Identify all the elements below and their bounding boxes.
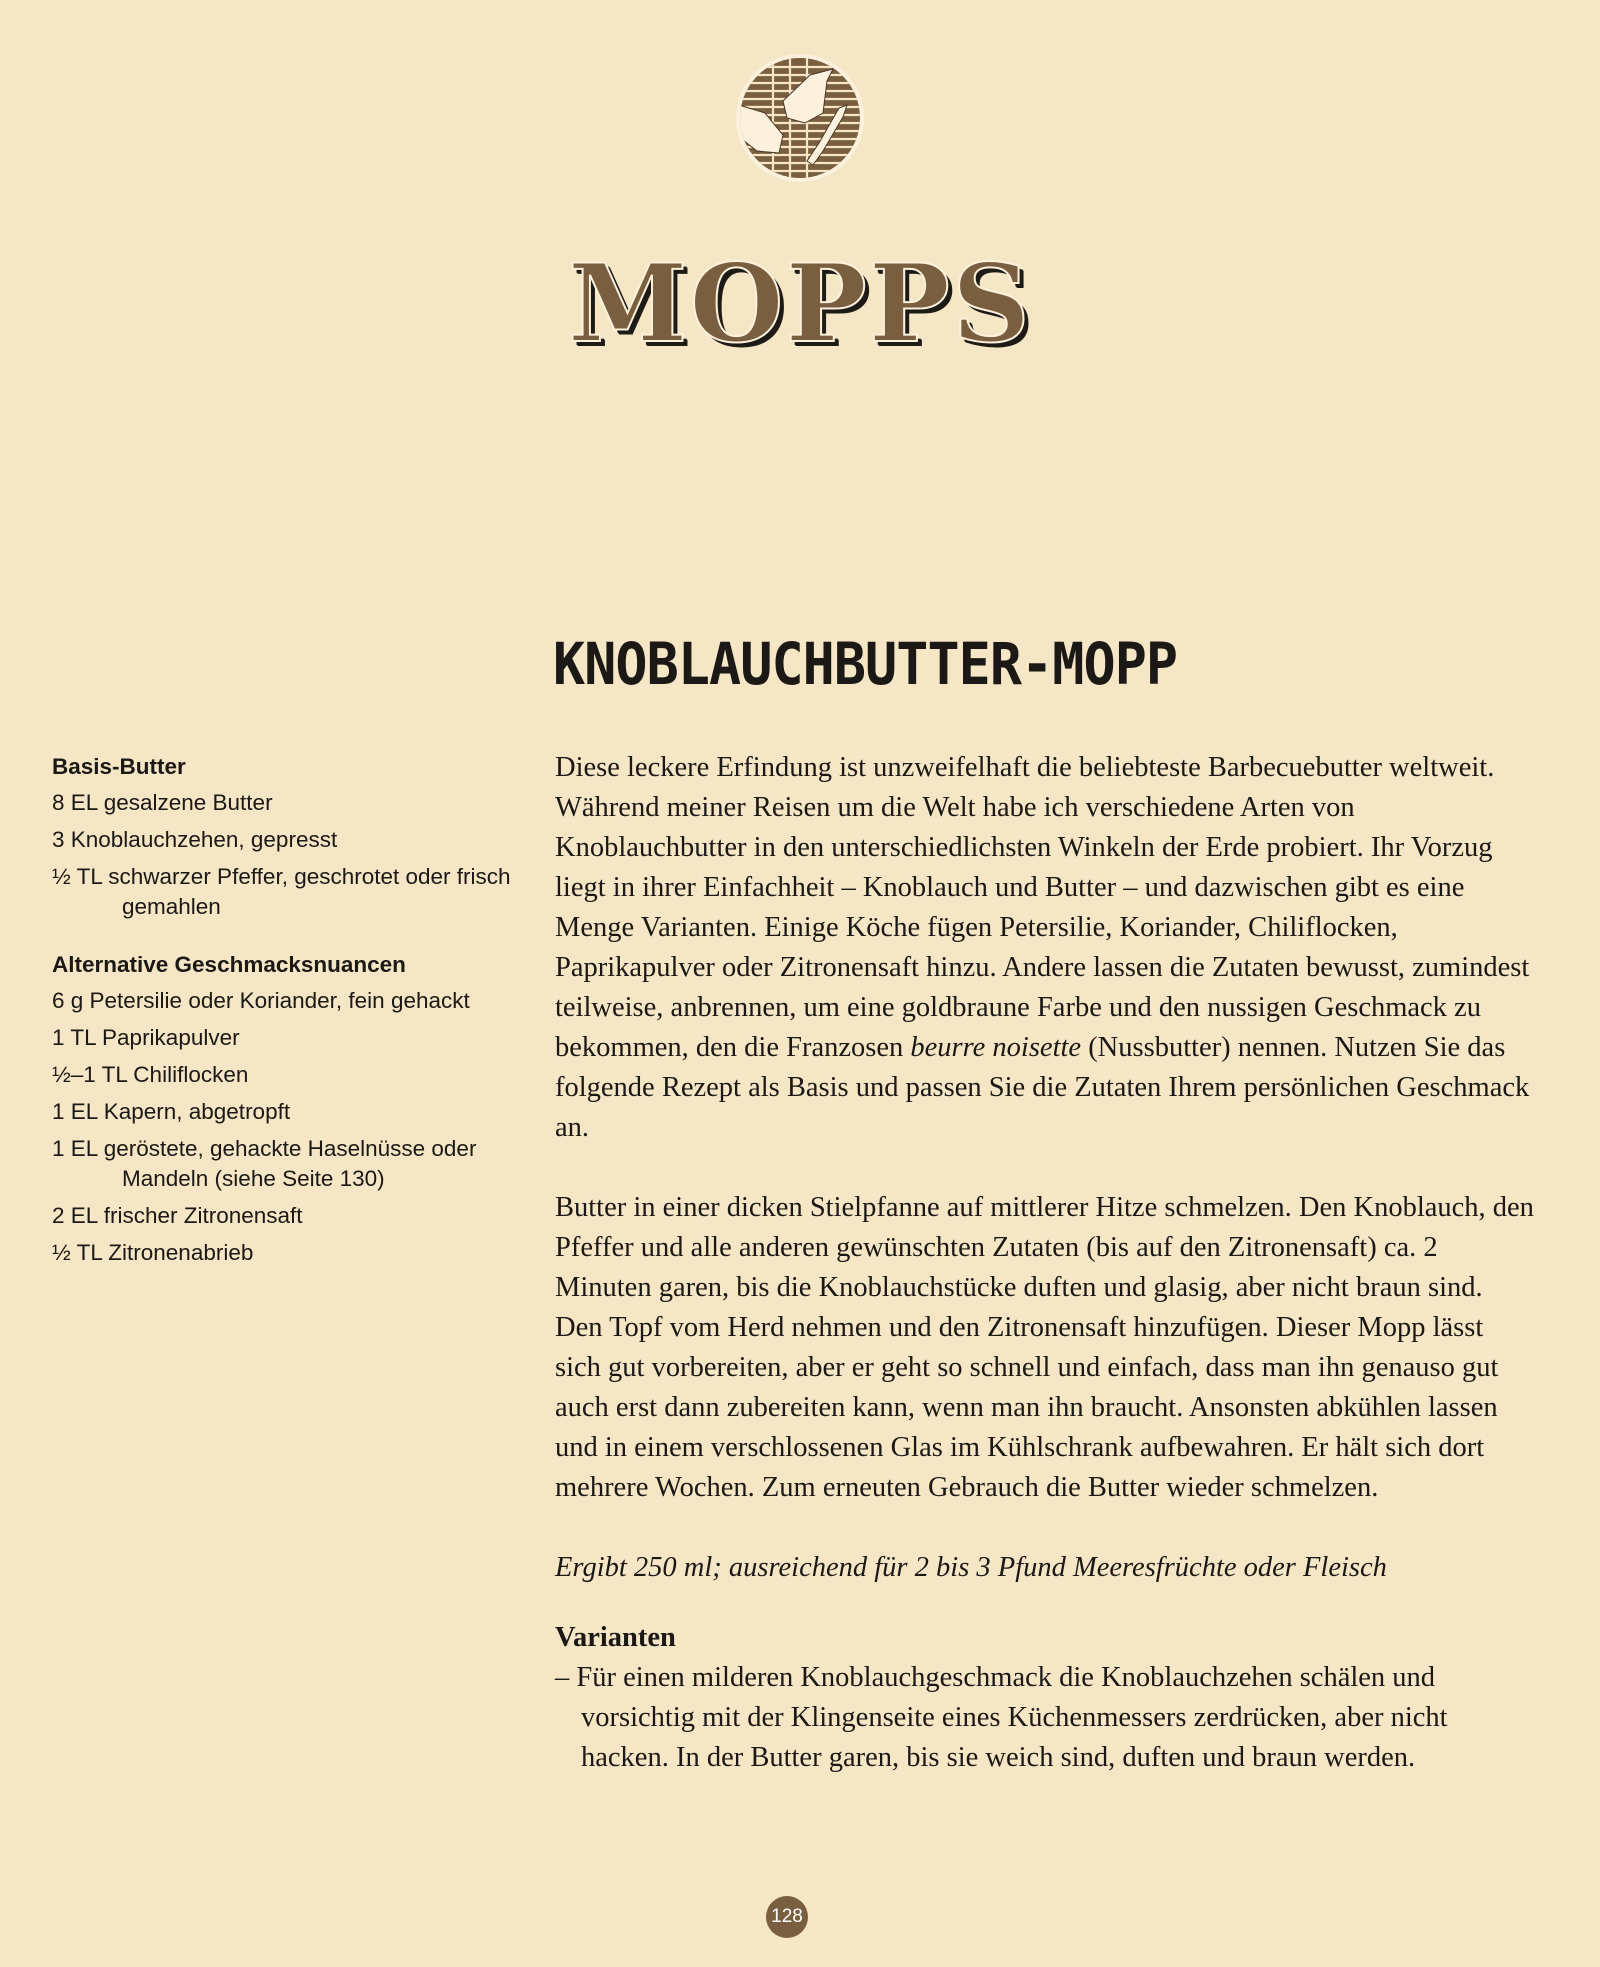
intro-italic-term: beurre noisette <box>910 1032 1082 1063</box>
ingredient-item: ½–1 TL Chiliflocken <box>52 1062 249 1087</box>
intro-text: Diese leckere Erfindung ist unzweifelhaft die beliebteste Barbecuebutter weltweit. Während meiner Reisen um die Welt habe ich verschiedene Arten von Knoblauchbutter in den unterschiedlichsten Winkeln der Erde probiert. Ihr Vorzug liegt in ihrer Einfachheit – Knoblauch und Butter – und dazwischen gibt es eine Menge Varianten. Einige Köche fügen Petersilie, Koriander, Chiliflocken, Paprikapulver oder Zitronensaft hinzu. Andere lassen die Zutaten bewusst, zumindest teilweise, anbrennen, um eine goldbraune Farbe und den nussigen Geschmack zu bekommen, den die Franzosen <box>555 752 1530 1063</box>
ingredient-group-heading: Alternative Geschmacksnuancen <box>52 952 406 977</box>
grill-meat-emblem-icon <box>735 53 865 183</box>
method-paragraph: Butter in einer dicken Stielpfanne auf mittlerer Hitze schmelzen. Den Knoblauch, den Pfeffer und alle anderen gewünschten Zutaten (bis auf den Zitronensaft) ca. 2 Minuten garen, bis die Knoblauchstücke duften und glasig, aber nicht braun sind. Den Topf vom Herd nehmen und den Zitronensaft hinzufügen. Dieser Mopp lässt sich gut vorbereiten, aber er geht so schnell und einfach, dass man ihn genauso gut auch erst dann zubereiten kann, wenn man ihn braucht. Ansonsten abkühlen lassen und in einem verschlossenen Glas im Kühlschrank aufbewahren. Er hält sich dort mehrere Wochen. Zum erneuten Gebrauch die Butter wieder schmelzen. <box>555 1192 1534 1503</box>
variants-heading: Varianten <box>555 1622 676 1653</box>
ingredient-item: ½ TL Zitronenabrieb <box>52 1240 254 1265</box>
intro-paragraph <box>555 748 1535 1148</box>
ingredient-item: 3 Knoblauchzehen, gepresst <box>52 827 338 852</box>
recipe-body <box>555 748 1535 1778</box>
intro-text-end: (Nussbutter) nennen. Nutzen Sie das folgende Rezept als Basis und passen Sie die Zutaten Ihrem persönlichen Geschmack an. <box>555 1032 1530 1143</box>
ingredient-item: 1 TL Paprikapulver <box>52 1025 240 1050</box>
recipe-title: KNOBLAUCHBUTTER-MOPP <box>553 630 1178 698</box>
variant-item: – Für einen milderen Knoblauchgeschmack die Knoblauchzehen schälen und vorsichtig mit der Klingenseite eines Küchenmessers zerdrücken, aber nicht hacken. In der Butter garen, bis sie weich sind, duften und braun werden. <box>555 1662 1448 1773</box>
page-number-badge: 128 <box>766 1896 808 1938</box>
ingredients-list <box>52 752 532 1275</box>
ingredient-group-basis <box>52 752 532 922</box>
ingredient-item: 1 EL geröstete, gehackte Haselnüsse oder Mandeln (siehe Seite 130) <box>52 1136 477 1191</box>
ingredient-item: 6 g Petersilie oder Koriander, fein gehackt <box>52 988 470 1013</box>
ingredient-group-alternatives <box>52 950 532 1268</box>
ingredient-item: 2 EL frischer Zitronensaft <box>52 1203 303 1228</box>
yield-note: Ergibt 250 ml; ausreichend für 2 bis 3 Pfund Meeresfrüchte oder Fleisch <box>555 1552 1387 1583</box>
ingredient-item: 1 EL Kapern, abgetropft <box>52 1099 291 1124</box>
ingredient-item: ½ TL schwarzer Pfeffer, geschrotet oder frisch gemahlen <box>52 864 511 919</box>
ingredient-group-heading: Basis-Butter <box>52 754 186 779</box>
ingredient-item: 8 EL gesalzene Butter <box>52 790 273 815</box>
chapter-title: MOPPS <box>567 241 1033 367</box>
